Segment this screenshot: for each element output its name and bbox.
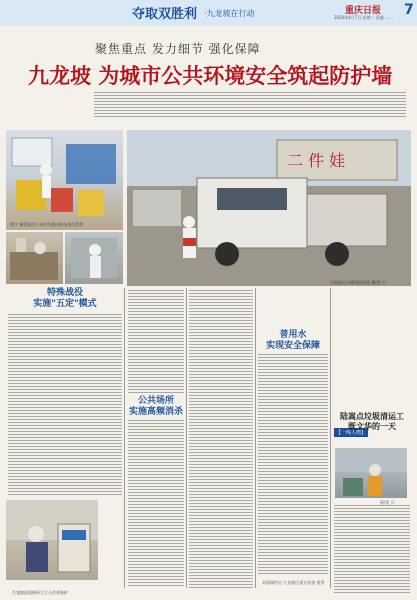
photo-garbage-truck-art bbox=[127, 130, 411, 286]
column-rule bbox=[255, 288, 256, 588]
section-tag: 【一线人物】 bbox=[336, 430, 367, 436]
photo-caption-3: 九龙坡区组织环卫工人作业防护 bbox=[12, 590, 68, 595]
lead-paragraph bbox=[94, 92, 406, 118]
headline-kicker: 聚焦重点 发力细节 强化保障 bbox=[95, 42, 261, 56]
photo-worker-spraying bbox=[65, 232, 123, 284]
column-rule bbox=[124, 288, 125, 588]
photo-caption-2: 垃圾转运车辆清洗消毒 摄/贺 川 bbox=[330, 280, 386, 285]
article-body-column-4 bbox=[258, 354, 328, 576]
subhead-line: 实现安全保障 bbox=[265, 341, 320, 351]
article-byline: 本版稿件由 九龙坡区委宣传部 提供 bbox=[262, 580, 325, 585]
photo-waste-site bbox=[6, 232, 63, 284]
main-headline: 九龙坡 为城市公共环境安全筑起防护墙 bbox=[28, 63, 393, 88]
subhead-line: 实施"五定"模式 bbox=[33, 299, 97, 309]
section-subtitle: ·九龙坡在行动 bbox=[204, 9, 255, 18]
section-title: 夺取双胜利 bbox=[132, 7, 198, 22]
svg-text:二 件 娃: 二 件 娃 bbox=[287, 151, 346, 170]
newspaper-masthead: 重庆日报 bbox=[345, 6, 382, 16]
photo-worker-spraying-art bbox=[65, 232, 123, 284]
subhead-line: 普用水 bbox=[279, 330, 307, 340]
photo-caption-1: 图片 城管执法人员对垃圾中转站进行消杀 bbox=[10, 222, 84, 227]
photo-sanitation-worker bbox=[335, 448, 407, 498]
dateline: 2020年4月7日 星期二 责编 …… bbox=[334, 15, 394, 20]
photo-sanitation-worker-art bbox=[335, 448, 407, 498]
photo-disinfection-station bbox=[6, 130, 123, 230]
page-number: 7 bbox=[404, 2, 414, 18]
photo-worker-protection bbox=[6, 500, 98, 580]
photo-waste-site-art bbox=[6, 232, 63, 284]
article-body-column-2b bbox=[128, 420, 184, 588]
subhead-line: 公共场所 bbox=[137, 396, 174, 406]
article-body-right-column bbox=[334, 505, 410, 593]
right-photo-credit: 摄/贺 川 bbox=[380, 500, 395, 505]
subhead-public-places bbox=[126, 396, 186, 418]
subhead-special-battle bbox=[10, 288, 120, 310]
subhead-line: 实施高频消杀 bbox=[128, 407, 183, 417]
subhead-water bbox=[258, 330, 328, 352]
article-body-column-2a bbox=[128, 290, 184, 394]
right-column-headline bbox=[332, 412, 412, 432]
photo-disinfection-station-art bbox=[6, 130, 123, 230]
right-headline-line: 陆嵩点垃圾清运工 bbox=[340, 412, 404, 421]
column-rule bbox=[186, 288, 187, 588]
article-body-column-3 bbox=[189, 290, 253, 588]
right-headline-line: 既文华的一天 bbox=[348, 422, 396, 431]
column-rule bbox=[330, 288, 331, 588]
subhead-line: 特殊战役 bbox=[46, 288, 83, 298]
photo-garbage-truck bbox=[127, 130, 411, 286]
article-body-column-1 bbox=[8, 314, 122, 496]
photo-worker-protection-art bbox=[6, 500, 98, 580]
